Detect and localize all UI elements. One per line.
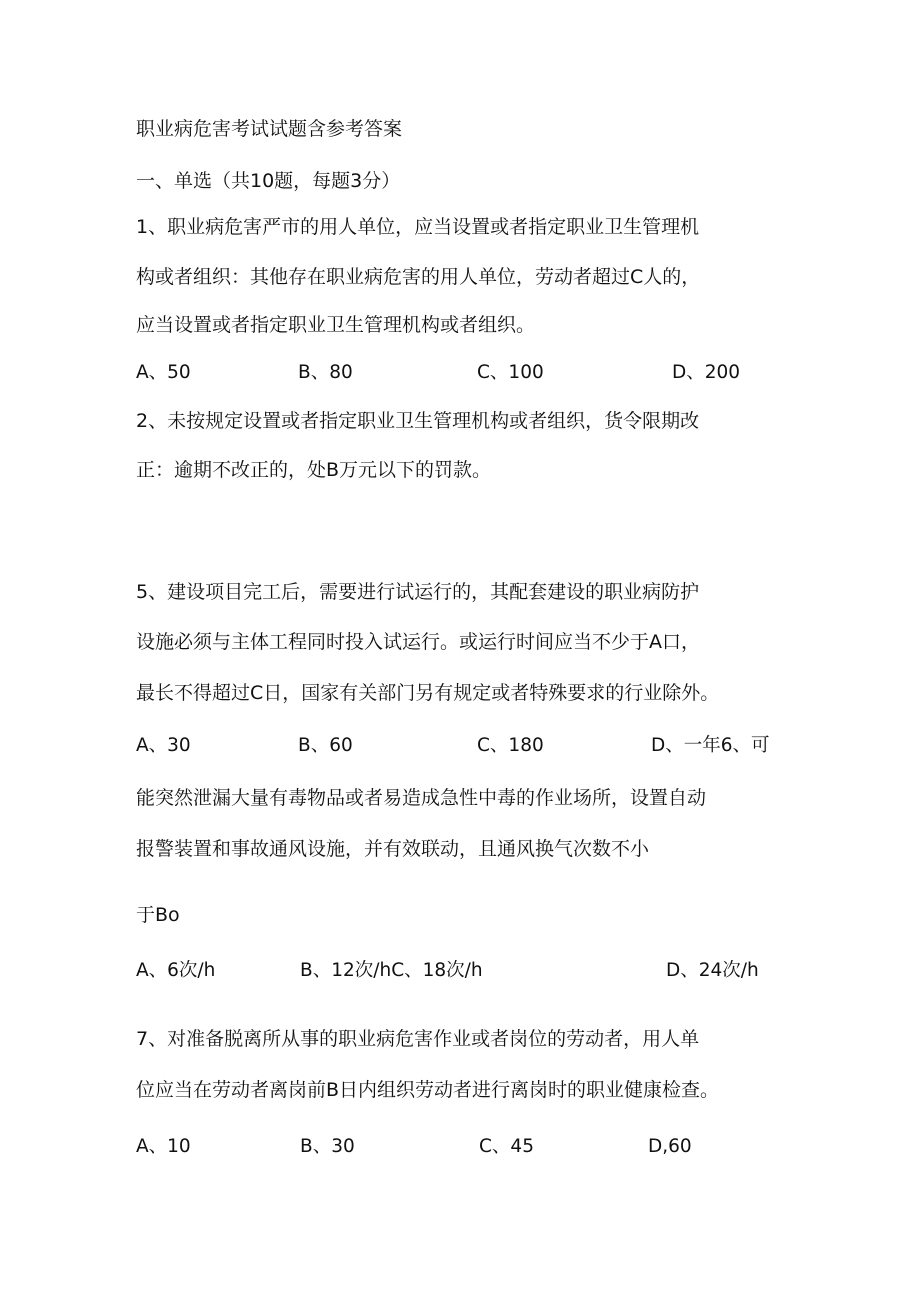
document-title: 职业病危害考试试题含参考答案 [136,118,403,140]
question-6-line-1: 能突然泄漏大量有毒物品或者易造成急性中毒的作业场所，设置自动 [136,787,707,809]
question-1-option-b: B、80 [298,362,353,383]
question-1-line-3: 应当设置或者指定职业卫生管理机构或者组织。 [136,314,536,336]
question-1-line-2: 构或者组织：其他存在职业病危害的用人单位，劳动者超过C人的， [136,266,701,288]
question-5-line-2: 设施必须与主体工程同时投入试运行。或运行时间应当不少于A口， [136,631,700,653]
question-1-option-d: D、200 [672,362,741,383]
question-6-option-d: D、24次/h [666,960,759,981]
question-6-line-3: 于Bo [136,904,180,926]
question-2-line-2: 正：逾期不改正的，处B万元以下的罚款。 [136,459,492,481]
question-1-option-a: A、50 [136,362,191,383]
question-2-line-1: 2、未按规定设置或者指定职业卫生管理机构或者组织，货令限期改 [136,410,700,432]
question-6-option-a: A、6次/h [136,960,216,981]
question-7-line-1: 7、对准备脱离所从事的职业病危害作业或者岗位的劳动者，用人单 [136,1028,700,1050]
section-heading: 一、单选（共10题，每题3分） [136,170,401,192]
question-1-option-c: C、100 [477,362,544,383]
question-1-line-1: 1、职业病危害严市的用人单位，应当设置或者指定职业卫生管理机 [136,216,700,238]
question-7-option-d: D,60 [648,1136,692,1157]
question-7-option-c: C、45 [479,1136,534,1157]
question-5-line-3: 最长不得超过C日，国家有关部门另有规定或者特殊要求的行业除外。 [136,682,720,704]
question-7-option-b: B、30 [300,1136,355,1157]
question-5-option-c: C、180 [477,735,544,756]
question-7-line-2: 位应当在劳动者离岗前B日内组织劳动者进行离岗时的职业健康检查。 [136,1079,720,1101]
question-5-option-d: D、一年6、可 [651,735,770,756]
question-7-option-a: A、10 [136,1136,191,1157]
question-5-option-a: A、30 [136,735,191,756]
question-6-option-bc: B、12次/hC、18次/h [300,960,483,981]
question-5-option-b: B、60 [298,735,353,756]
question-5-line-1: 5、建设项目完工后，需要进行试运行的，其配套建设的职业病防护 [136,581,700,603]
question-6-line-2: 报警装置和事故通风设施，并有效联动，且通风换气次数不小 [136,838,650,860]
